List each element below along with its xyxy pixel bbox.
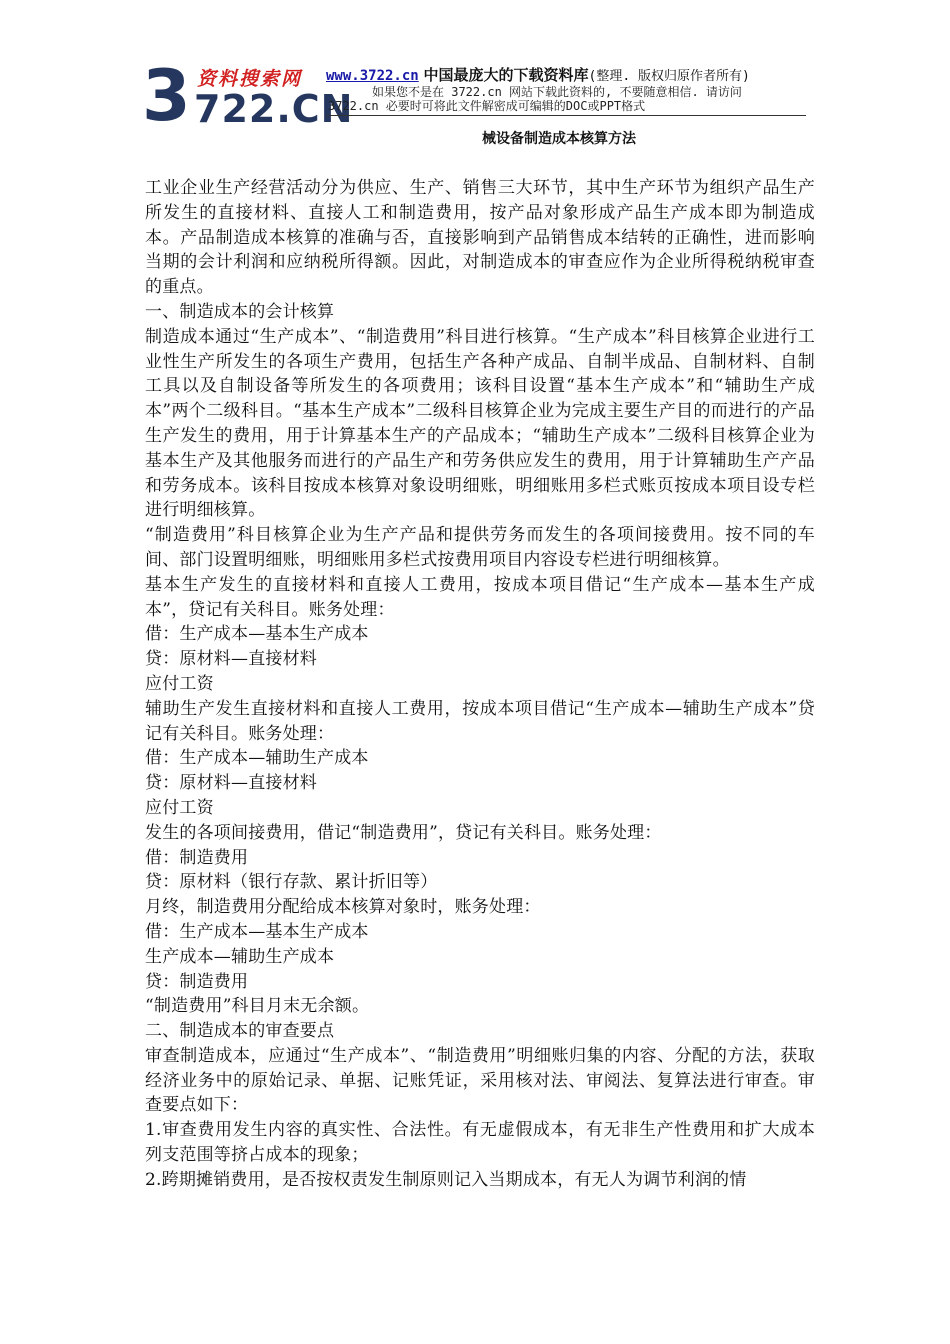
- paragraph: 工业企业生产经营活动分为供应、生产、销售三大环节，其中生产环节为组织产品生产所发生的直接材料、直接人工和制造费用，按产品对象形成产品生产成本即为制造成本。产品制造成本核算的准确与否，直接影响到产品销售成本结转的正确性，进而影响当期的会计利润和应纳税所得额。因此，对制造成本的审查应作为企业所得税纳税审查的重点。: [145, 178, 815, 298]
- journal-entry-line: 贷：原材料—直接材料: [145, 773, 317, 794]
- journal-entry-line: 借：生产成本—辅助生产成本: [145, 748, 369, 769]
- paragraph: “制造费用”科目月末无余额。: [145, 996, 370, 1017]
- section-heading: 二、制造成本的审查要点: [145, 1021, 335, 1042]
- journal-entry-line: 应付工资: [145, 673, 214, 694]
- journal-entry-line: 生产成本—辅助生产成本: [145, 946, 335, 967]
- list-item: 2.跨期摊销费用，是否按权责发生制原则记入当期成本，有无人为调节利润的情: [145, 1169, 747, 1190]
- header-divider: [326, 115, 806, 116]
- document-body: [145, 176, 815, 1193]
- journal-entry-line: 借：生产成本—基本生产成本: [145, 921, 369, 942]
- paragraph: 基本生产发生的直接材料和直接人工费用，按成本项目借记“生产成本—基本生产成本”，贷记有关科目。账务处理：: [145, 574, 815, 620]
- copyright-note: (整理. 版权归原作者所有): [588, 69, 750, 84]
- document-title: 械设备制造成本核算方法: [482, 131, 636, 147]
- journal-entry-line: 借：制造费用: [145, 847, 249, 868]
- paragraph: 发生的各项间接费用，借记“制造费用”，贷记有关科目。账务处理：: [145, 822, 662, 843]
- journal-entry-line: 贷：制造费用: [145, 971, 249, 992]
- download-notice-line2: 3722.cn 必要时可将此文件解密成可编辑的DOC或PPT格式: [328, 99, 646, 113]
- site-tagline: 中国最庞大的下载资料库: [423, 66, 589, 84]
- paragraph: 辅助生产发生直接材料和直接人工费用，按成本项目借记“生产成本—辅助生产成本”贷记有关科目。账务处理：: [145, 698, 815, 744]
- journal-entry-line: 借：生产成本—基本生产成本: [145, 624, 369, 645]
- paragraph: 月终，制造费用分配给成本核算对象时，账务处理：: [145, 897, 541, 918]
- logo-slogan: 资料搜索网: [197, 68, 303, 90]
- site-link[interactable]: www.3722.cn: [326, 68, 419, 84]
- paragraph: 审查制造成本，应通过“生产成本”、“制造费用”明细账归集的内容、分配的方法，获取经济业务中的原始记录、单据、记账凭证，采用核对法、审阅法、复算法进行审查。审查要点如下：: [145, 1045, 815, 1116]
- journal-entry-line: 贷：原材料（银行存款、累计折旧等）: [145, 872, 438, 893]
- logo-domain: 722.CN: [194, 87, 354, 131]
- logo-digit: 3: [142, 55, 189, 137]
- site-logo[interactable]: [142, 55, 354, 137]
- list-item: 1.审查费用发生内容的真实性、合法性。有无虚假成本，有无非生产性费用和扩大成本列支范围等挤占成本的现象；: [145, 1120, 815, 1166]
- paragraph: 制造成本通过“生产成本”、“制造费用”科目进行核算。“生产成本”科目核算企业进行工业性生产所发生的各项生产费用，包括生产各种产成品、自制半成品、自制材料、自制工具以及自制设备等所发生的各项费用；该科目设置“基本生产成本”和“辅助生产成本”两个二级科目。“基本生产成本”二级科目核算企业为完成主要生产目的而进行的产品生产发生的费用，用于计算基本生产的产品成本；“辅助生产成本”二级科目核算企业为基本生产及其他服务而进行的产品生产和劳务供应发生的费用，用于计算辅助生产产品和劳务成本。该科目按成本核算对象设明细账，明细账用多栏式账页按成本项目设专栏进行明细核算。: [145, 326, 815, 521]
- journal-entry-line: 应付工资: [145, 797, 214, 818]
- journal-entry-line: 贷：原材料—直接材料: [145, 649, 317, 670]
- paragraph: “制造费用”科目核算企业为生产产品和提供劳务而发生的各项间接费用。按不同的车间、部门设置明细账，明细账用多栏式按费用项目内容设专栏进行明细核算。: [145, 525, 815, 570]
- section-heading: 一、制造成本的会计核算: [145, 301, 335, 322]
- header-banner: [326, 66, 750, 86]
- download-notice-line1: 如果您不是在 3722.cn 网站下载此资料的, 不要随意相信. 请访问: [372, 85, 742, 99]
